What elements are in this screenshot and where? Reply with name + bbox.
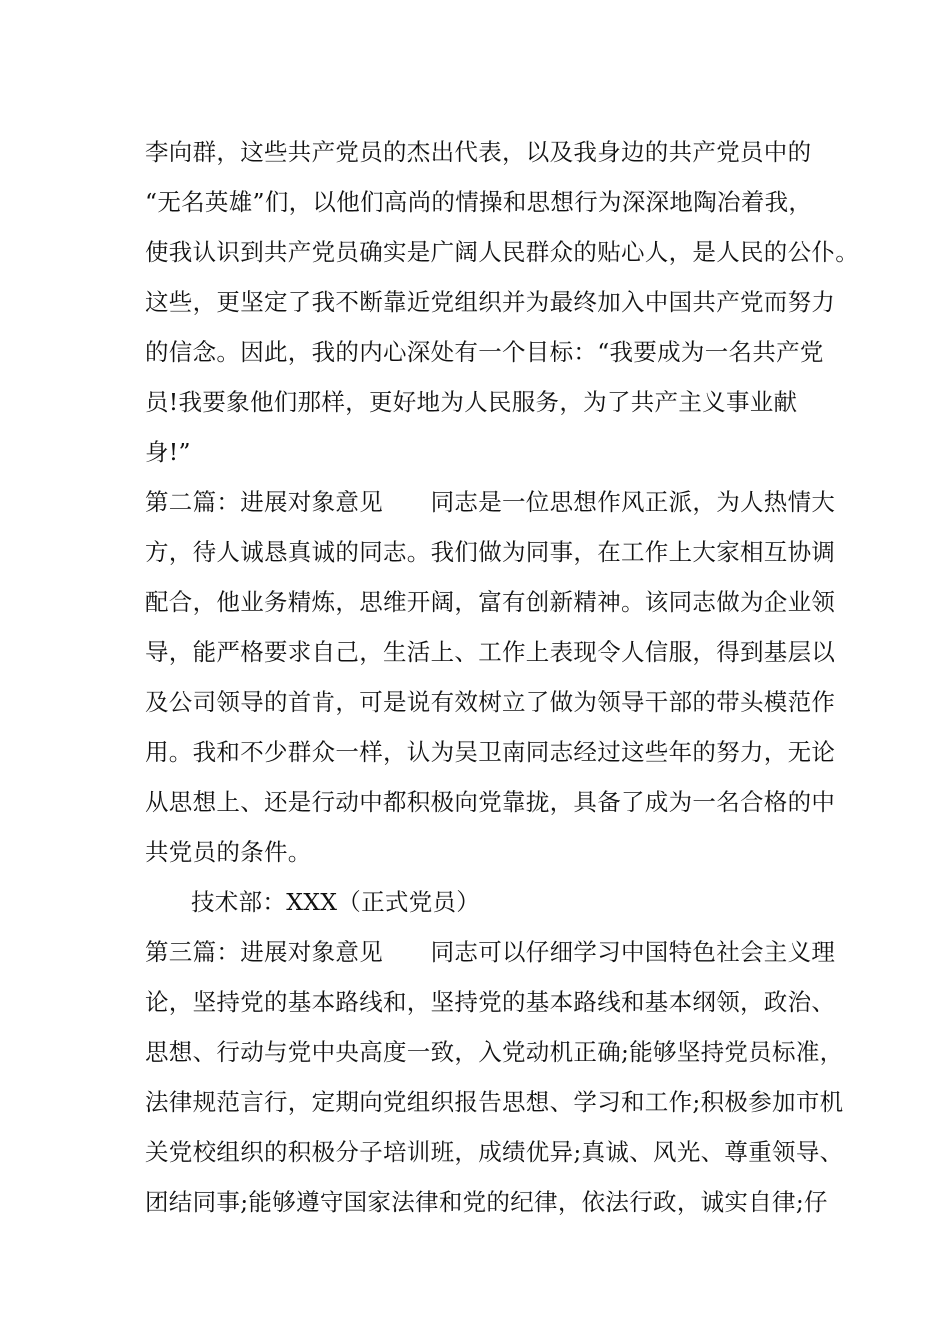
text-line: 这些，更坚定了我不断靠近党组织并为最终加入中国共产党而努力 — [145, 288, 836, 316]
text-line: 用。我和不少群众一样，认为吴卫南同志经过这些年的努力，无论 — [145, 738, 836, 766]
text-line: 法律规范言行，定期向党组织报告思想、学习和工作;积极参加市机 — [145, 1088, 844, 1116]
section-heading-line: 第三篇：进展对象意见 同志可以仔细学习中国特色社会主义理 — [145, 938, 836, 966]
text-line: 关党校组织的积极分子培训班，成绩优异;真诚、风光、尊重领导、 — [145, 1138, 844, 1166]
text-line: 方，待人诚恳真诚的同志。我们做为同事，在工作上大家相互协调 — [145, 538, 836, 566]
text-line: 使我认识到共产党员确实是广阔人民群众的贴心人，是人民的公仆。 — [145, 238, 859, 266]
text-line: 的信念。因此，我的内心深处有一个目标：“我要成为一名共产党 — [145, 338, 824, 366]
text-line: 从思想上、还是行动中都积极向党靠拢，具备了成为一名合格的中 — [145, 788, 836, 816]
text-line: 思想、行动与党中央高度一致，入党动机正确;能够坚持党员标准， — [145, 1038, 844, 1066]
text-line: 共党员的条件。 — [145, 838, 312, 866]
signature-line: 技术部：XXX（正式党员） — [191, 888, 481, 916]
text-line: 论，坚持党的基本路线和，坚持党的基本路线和基本纲领，政治、 — [145, 988, 836, 1016]
text-line: 李向群，这些共产党员的杰出代表，以及我身边的共产党员中的 — [145, 138, 812, 166]
text-line: 员!我要象他们那样，更好地为人民服务，为了共产主义事业献 — [145, 388, 798, 416]
text-line: 团结同事;能够遵守国家法律和党的纪律，依法行政，诚实自律;仔 — [145, 1188, 828, 1216]
text-line: 配合，他业务精炼，思维开阔，富有创新精神。该同志做为企业领 — [145, 588, 836, 616]
section-heading-line: 第二篇：进展对象意见 同志是一位思想作风正派，为人热情大 — [145, 488, 836, 516]
text-line: 及公司领导的首肯，可是说有效树立了做为领导干部的带头模范作 — [145, 688, 836, 716]
text-line: 身!” — [145, 438, 191, 466]
text-line: 导，能严格要求自己，生活上、工作上表现令人信服，得到基层以 — [145, 638, 836, 666]
text-line: “无名英雄”们，以他们高尚的情操和思想行为深深地陶冶着我， — [145, 188, 813, 216]
